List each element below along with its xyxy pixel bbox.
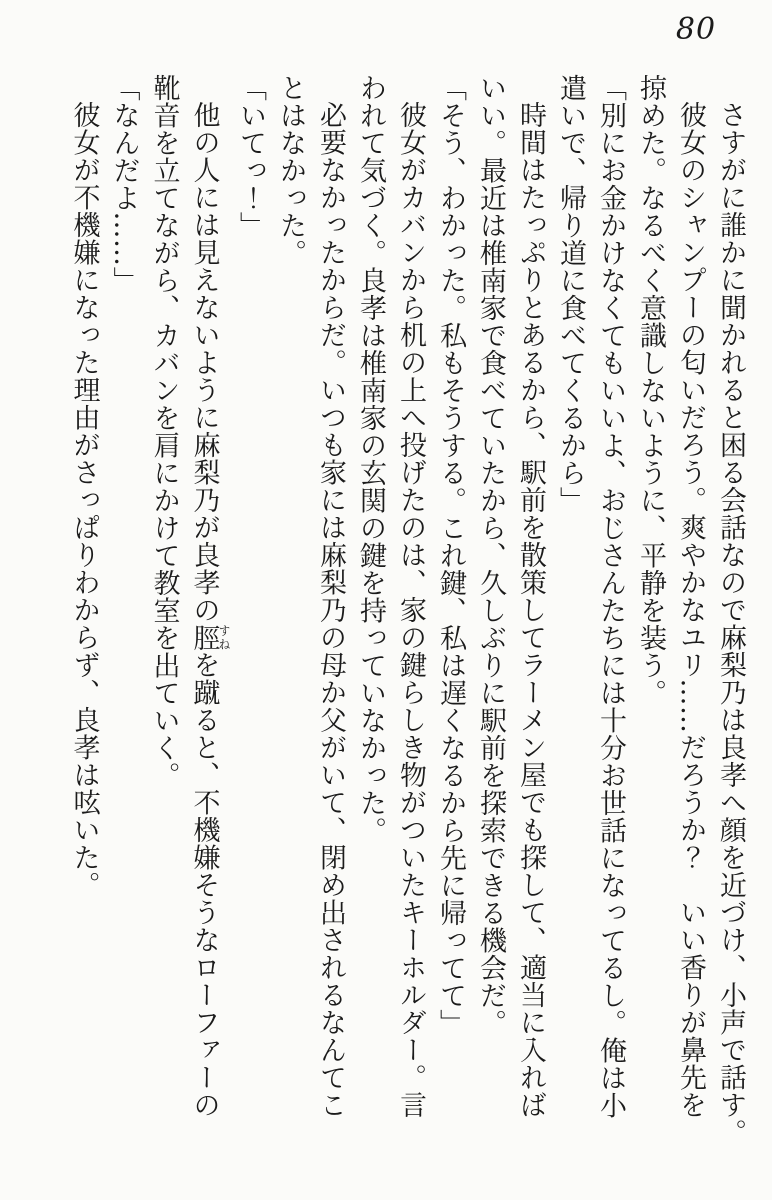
- text-line: いい。最近は椎南家で食べていたから、久しぶりに駅前を探索できる機会だ。: [475, 74, 506, 1037]
- text-line: 「いてっ！」: [235, 74, 266, 239]
- text-line: さすがに誰かに聞かれると困る会話なので麻梨乃は良孝へ顔を近づけ、小声で話す。: [715, 101, 746, 1146]
- text-line: 靴音を立てながら、カバンを肩にかけて教室を出ていく。: [148, 74, 180, 789]
- furigana-ruby: [188, 623, 231, 652]
- text-block: [64, 74, 751, 1146]
- text-line: 遣いで、帰り道に食べてくるから」: [555, 74, 586, 514]
- text-line: 時間はたっぷりとあるから、駅前を散策してラーメン屋でも探して、適当に入れば: [515, 101, 546, 1119]
- page-number: 80: [675, 12, 717, 47]
- text-line: とはなかった。: [275, 74, 306, 267]
- text-line: 「そう、わかった。私もそうする。これ鍵、私は遅くなるから先に帰ってて」: [435, 74, 466, 1037]
- text-line: 彼女のシャンプーの匂いだろう。爽やかなユリ……だろうか？ いい香りが鼻先を: [675, 101, 706, 1119]
- ruby-base: 脛: [188, 623, 220, 651]
- text-line: 彼女が不機嫌になった理由がさっぱりわからず、良孝は呟いた。: [68, 101, 100, 899]
- text-line: われて気づく。良孝は椎南家の玄関の鍵を持っていなかった。: [355, 74, 386, 844]
- text-segment: を蹴ると、不機嫌そうなローファーの: [188, 651, 220, 1119]
- text-line: 「別にお金かけなくてもいいよ、おじさんたちには十分お世話になってるし。俺は小: [595, 74, 626, 1119]
- text-line: [184, 74, 231, 1136]
- text-line: 彼女がカバンから机の上へ投げたのは、家の鍵らしき物がついたキーホルダー。言: [395, 101, 426, 1119]
- text-segment: 他の人には見えないように麻梨乃が良孝の: [188, 101, 220, 624]
- ruby-text: すね: [217, 623, 231, 651]
- text-line: 「なんだよ……」: [108, 74, 140, 294]
- text-line: 掠めた。なるべく意識しないように、平静を装う。: [635, 74, 666, 707]
- text-line: 必要なかったからだ。いつも家には麻梨乃の母か父がいて、閉め出されるなんてこ: [315, 101, 346, 1119]
